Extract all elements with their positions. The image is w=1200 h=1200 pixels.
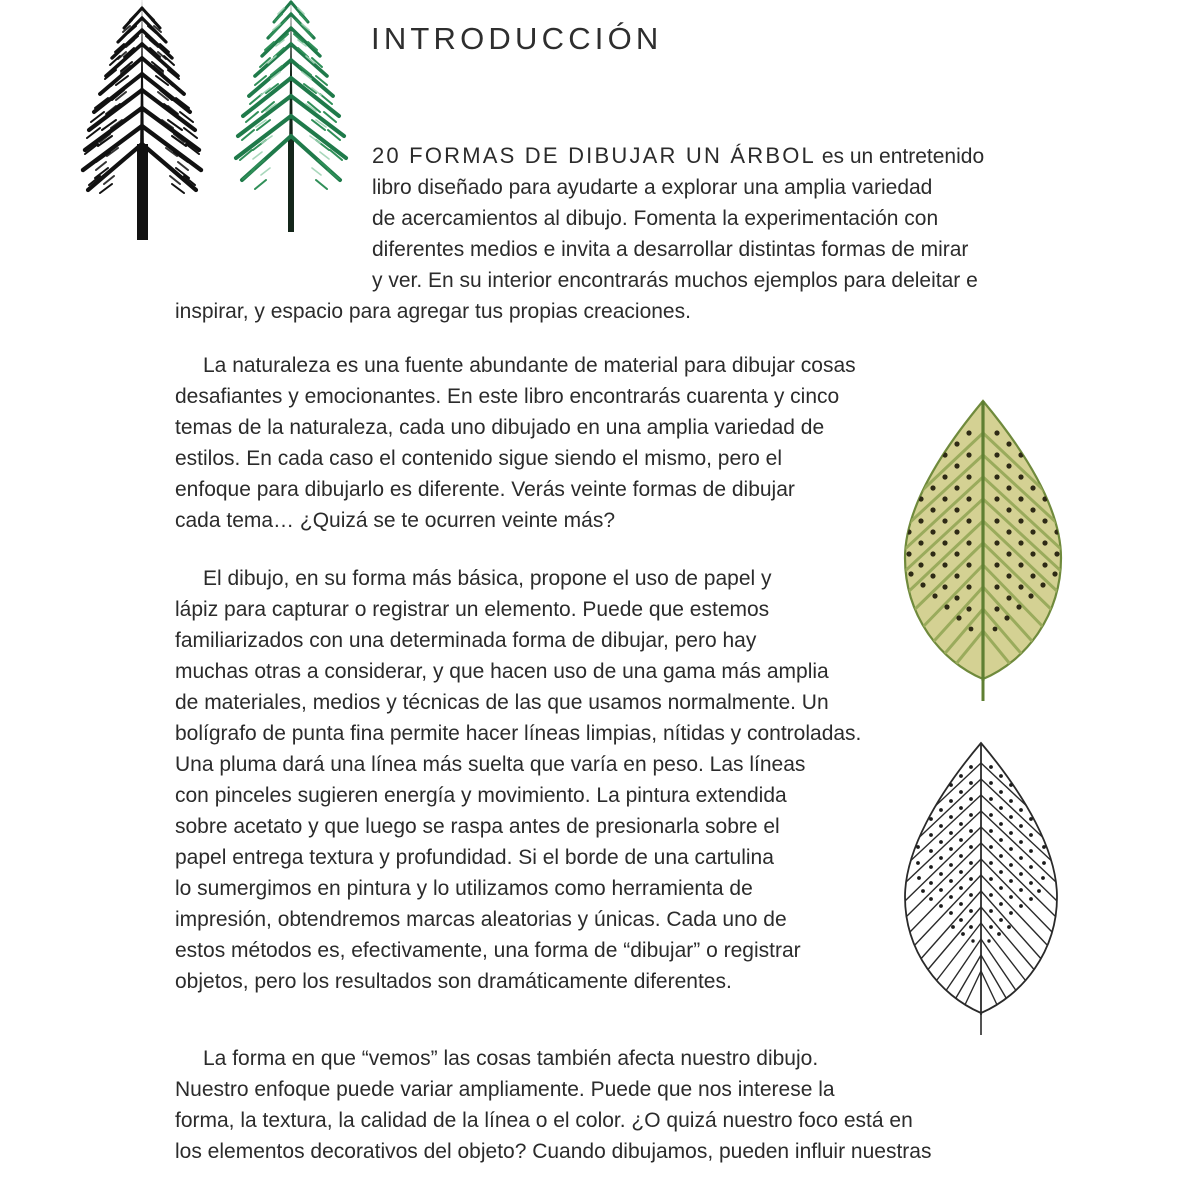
paragraph-2 xyxy=(175,350,856,536)
lead-paragraph-line-6: inspirar, y espacio para agregar tus propias creaciones. xyxy=(175,300,691,323)
paragraph-4-line-1: La forma en que “vemos” las cosas también afecta nuestro dibujo. xyxy=(203,1047,819,1070)
paragraph-4-line-3: forma, la textura, la calidad de la línea o el color. ¿O quizá nuestro foco está en xyxy=(175,1109,913,1132)
paragraph-2-line-6: cada tema… ¿Quizá se te ocurren veinte más? xyxy=(175,509,616,532)
lead-paragraph-line-1 xyxy=(175,140,1075,172)
paragraph-4-line-2: Nuestro enfoque puede variar ampliamente. Puede que nos interese la xyxy=(175,1078,835,1101)
lead-caps-phrase: 20 FORMAS DE DIBUJAR UN ÁRBOL xyxy=(372,143,816,168)
lead-paragraph-line-3: de acercamientos al dibujo. Fomenta la experimentación con xyxy=(372,207,939,230)
paragraph-2-line-1: La naturaleza es una fuente abundante de material para dibujar cosas xyxy=(203,354,856,377)
paragraph-3-line-12: impresión, obtendremos marcas aleatorias y únicas. Cada uno de xyxy=(175,908,787,931)
lead-paragraph xyxy=(175,140,1075,327)
paragraph-2-line-4: estilos. En cada caso el contenido sigue siendo el mismo, pero el xyxy=(175,447,783,470)
lead-paragraph-line-1-rest: es un entretenido xyxy=(816,145,985,168)
lead-paragraph-line-5: y ver. En su interior encontrarás muchos ejemplos para deleitar e xyxy=(372,269,978,292)
page-title: INTRODUCCIÓN xyxy=(371,21,663,56)
paragraph-2-line-2: desafiantes y emocionantes. En este libro encontrarás cuarenta y cinco xyxy=(175,385,840,408)
paragraph-3-line-6: bolígrafo de punta fina permite hacer líneas limpias, nítidas y controladas. xyxy=(175,722,862,745)
paragraph-3-line-4: muchas otras a considerar, y que hacen uso de una gama más amplia xyxy=(175,660,829,683)
paragraph-3-line-14: objetos, pero los resultados son dramáticamente diferentes. xyxy=(175,970,732,993)
paragraph-3-line-7: Una pluma dará una línea más suelta que varía en peso. Las líneas xyxy=(175,753,806,776)
paragraph-3-line-10: papel entrega textura y profundidad. Si el borde de una cartulina xyxy=(175,846,774,869)
paragraph-3-line-13: estos métodos es, efectivamente, una forma de “dibujar” o registrar xyxy=(175,939,801,962)
paragraph-3-line-9: sobre acetato y que luego se raspa antes de presionarla sobre el xyxy=(175,815,780,838)
paragraph-3-line-11: lo sumergimos en pintura y lo utilizamos como herramienta de xyxy=(175,877,753,900)
paragraph-4-line-4: los elementos decorativos del objeto? Cuando dibujamos, pueden influir nuestras xyxy=(175,1140,932,1163)
paragraph-2-line-5: enfoque para dibujarlo es diferente. Verás veinte formas de dibujar xyxy=(175,478,795,501)
ink-dotted-leaf-illustration xyxy=(893,737,1069,1037)
paragraph-3-line-1: El dibujo, en su forma más básica, propone el uso de papel y xyxy=(203,567,772,590)
lead-paragraph-line-2: libro diseñado para ayudarte a explorar una amplia variedad xyxy=(372,176,933,199)
paragraph-2-line-3: temas de la naturaleza, cada uno dibujado en una amplia variedad de xyxy=(175,416,825,439)
paragraph-3-line-5: de materiales, medios y técnicas de las que usamos normalmente. Un xyxy=(175,691,829,714)
paragraph-3 xyxy=(175,563,861,997)
paragraph-3-line-3: familiarizados con una determinada forma de dibujar, pero hay xyxy=(175,629,757,652)
green-dotted-leaf-illustration xyxy=(893,393,1073,703)
lead-paragraph-line-4: diferentes medios e invita a desarrollar distintas formas de mirar xyxy=(372,238,969,261)
paragraph-3-line-8: con pinceles sugieren energía y movimiento. La pintura extendida xyxy=(175,784,787,807)
paragraph-3-line-2: lápiz para capturar o registrar un elemento. Puede que estemos xyxy=(175,598,770,621)
paragraph-4 xyxy=(175,1043,931,1167)
